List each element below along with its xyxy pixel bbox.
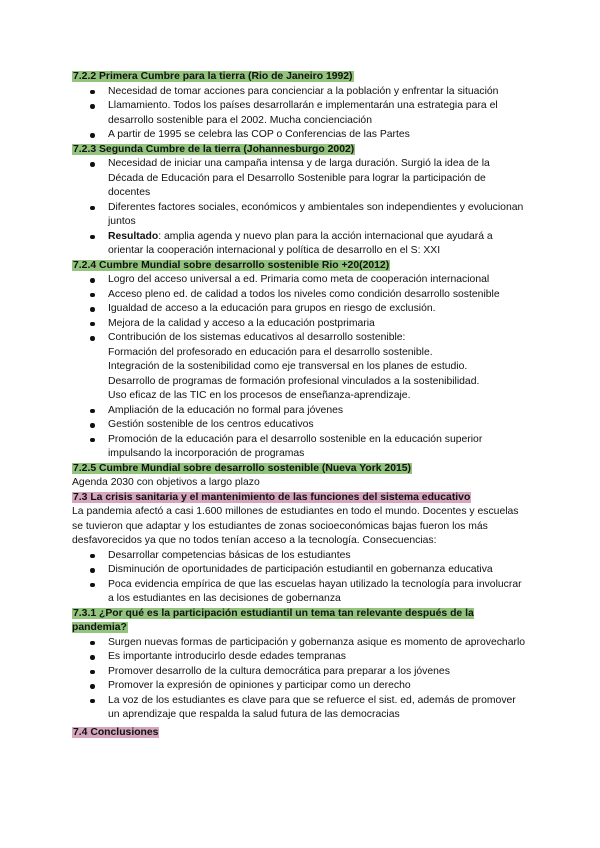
list-item: Diferentes factores sociales, económicos y ambientales son independientes y evolucionan juntos <box>108 201 528 230</box>
list-item: Igualdad de acceso a la educación para grupos en riesgo de exclusión. <box>108 302 528 317</box>
list-item-contribution <box>108 331 528 404</box>
bullet-list-7-3 <box>72 549 528 607</box>
list-item: Promover la expresión de opiniones y participar como un derecho <box>108 679 528 694</box>
contribution-line: Desarrollo de programas de formación profesional vinculados a la sostenibilidad. <box>108 375 480 387</box>
list-item: Gestión sostenible de los centros educativos <box>108 418 528 433</box>
section-heading-7-2-5: 7.2.5 Cumbre Mundial sobre desarrollo sostenible (Nueva York 2015) <box>73 462 411 474</box>
paragraph-agenda: Agenda 2030 con objetivos a largo plazo <box>72 477 260 488</box>
list-item-result <box>108 230 528 259</box>
section-heading-7-4: 7.4 Conclusiones <box>73 726 159 738</box>
section-heading-7-2-2: 7.2.2 Primera Cumbre para la tierra (Rio de Janeiro 1992) <box>73 71 353 82</box>
contribution-intro: Contribución de los sistemas educativos al desarrollo sostenible: <box>108 332 406 343</box>
section-heading-7-3: 7.3 La crisis sanitaria y el mantenimiento de las funciones del sistema educativo <box>73 491 471 503</box>
result-label: Resultado <box>108 230 159 242</box>
list-item: La voz de los estudiantes es clave para que se refuerce el sist. ed, además de promover un aprendizaje que respalda la salud futura de las democracias <box>108 694 528 723</box>
contribution-line: Integración de la sostenibilidad como eje transversal en los planes de estudio. <box>108 361 468 372</box>
contribution-line: Uso eficaz de las TIC en los procesos de enseñanza-aprendizaje. <box>108 390 411 401</box>
list-item: Surgen nuevas formas de participación y gobernanza asique es momento de aprovecharlo <box>108 636 528 651</box>
list-item: Necesidad de tomar acciones para concienciar a la población y enfrentar la situación <box>108 85 528 100</box>
bullet-list-7-2-4 <box>72 273 528 462</box>
list-item: Ampliación de la educación no formal para jóvenes <box>108 404 528 419</box>
list-item: Mejora de la calidad y acceso a la educación postprimaria <box>108 317 528 332</box>
list-item: Promoción de la educación para el desarrollo sostenible en la educación superior impulsando la incorporación de programas <box>108 433 528 462</box>
list-item: Logro del acceso universal a ed. Primaria como meta de cooperación internacional <box>108 273 528 288</box>
section-heading-7-2-4: 7.2.4 Cumbre Mundial sobre desarrollo sostenible Rio +20(2012) <box>73 259 390 271</box>
list-item: Llamamiento. Todos los países desarrollarán e implementarán una estrategia para el desarrollo sostenible para el 2002. Mucha concienciación <box>108 99 528 128</box>
section-heading-7-2-3: 7.2.3 Segunda Cumbre de la tierra (Johannesburgo 2002) <box>73 143 355 155</box>
list-item: Poca evidencia empírica de que las escuelas hayan utilizado la tecnología para involucrar a los estudiantes en las decisiones de gobernanza <box>108 578 528 607</box>
bullet-list-7-2-2 <box>72 85 528 143</box>
list-item: A partir de 1995 se celebra las COP o Conferencias de las Partes <box>108 128 528 143</box>
list-item: Necesidad de iniciar una campaña intensa y de larga duración. Surgió la idea de la Década de Educación para el Desarrollo Sostenible para lograr la participación de docentes <box>108 157 528 201</box>
list-item: Desarrollar competencias básicas de los estudiantes <box>108 549 528 564</box>
list-item: Es importante introducirlo desde edades tempranas <box>108 650 528 665</box>
section-heading-7-3-1: 7.3.1 ¿Por qué es la participación estudiantil un tema tan relevante después de la pandemia? <box>72 607 474 633</box>
document-page <box>72 70 528 740</box>
result-text: : amplia agenda y nuevo plan para la acción internacional que ayudará a orientar la cooperación internacional y política de desarrollo en el S: XXI <box>108 230 493 256</box>
list-item: Acceso pleno ed. de calidad a todos los niveles como condición desarrollo sostenible <box>108 288 528 303</box>
bullet-list-7-2-3 <box>72 157 528 259</box>
bullet-list-7-3-1 <box>72 636 528 723</box>
paragraph-pandemic: La pandemia afectó a casi 1.600 millones de estudiantes en todo el mundo. Docentes y escuelas se tuvieron que adaptar y los estudiantes de zonas socioeconómicas bajas fueron los más desfavorecidos ya que no todos tenían acceso a la tecnología. Consecuencias: <box>72 506 519 546</box>
contribution-line: Formación del profesorado en educación para el desarrollo sostenible. <box>108 346 433 358</box>
list-item: Promover desarrollo de la cultura democrática para preparar a los jóvenes <box>108 665 528 680</box>
list-item: Disminución de oportunidades de participación estudiantil en gobernanza educativa <box>108 563 528 578</box>
